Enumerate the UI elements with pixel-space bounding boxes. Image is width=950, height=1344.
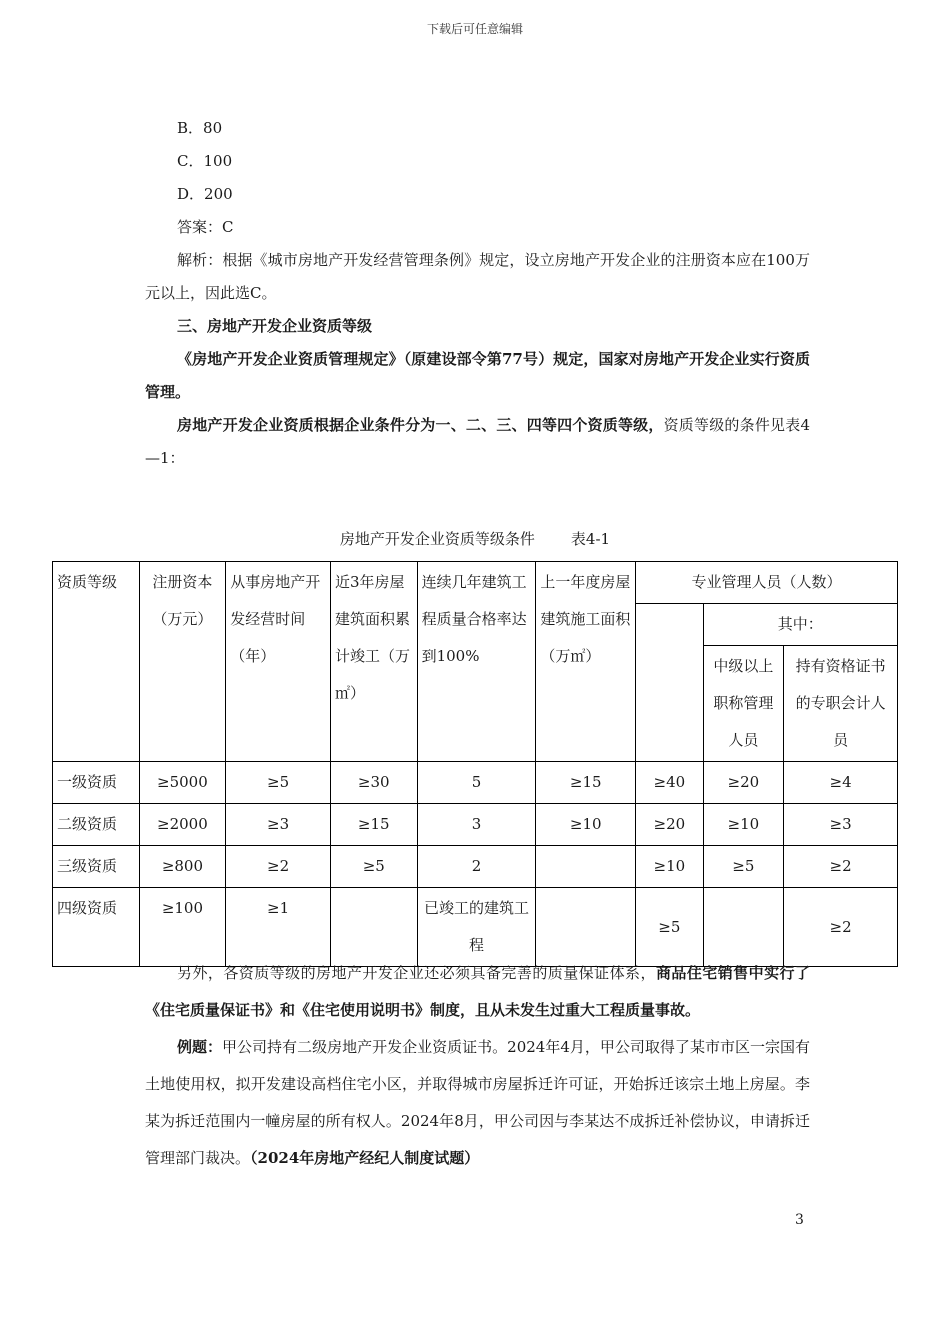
cell-quality: 5 <box>417 762 536 804</box>
header-capital: 注册资本（万元） <box>139 562 226 762</box>
cell-mid-title: ≥10 <box>703 804 784 846</box>
example-text: 甲公司持有二级房地产开发企业资质证书。2024年4月，甲公司取得了某市市区一宗国有土地使用权，拟开发建设高档住宅小区，并取得城市房屋拆迁许可证，开始拆迁该宗土地上房屋。李某为拆迁范围内一幢房屋的所有权人。2024年8月，甲公司因与李某达不成拆迁补偿协议，申请拆迁管理部门裁决。 <box>145 1038 810 1167</box>
page-number: 3 <box>795 1212 804 1228</box>
cell-staff: ≥5 <box>636 888 703 967</box>
grade-paragraph <box>145 409 810 475</box>
option-b: B．80 <box>177 119 223 137</box>
cell-mid-title: ≥5 <box>703 846 784 888</box>
header-staff: 专业管理人员（人数） <box>636 562 898 604</box>
header-grade: 资质等级 <box>53 562 140 762</box>
table-caption-title: 房地产开发企业资质等级条件 <box>339 530 535 548</box>
cell-grade: 三级资质 <box>53 846 140 888</box>
cell-capital: ≥2000 <box>139 804 226 846</box>
table-number: 表4-1 <box>570 530 611 548</box>
example-label: 例题： <box>177 1038 223 1056</box>
cell-staff: ≥20 <box>636 804 703 846</box>
table-row <box>53 846 898 888</box>
header-mid-title: 中级以上职称管理人员 <box>703 646 784 762</box>
header-staff-total <box>636 604 703 762</box>
cell-years: ≥1 <box>226 888 331 967</box>
table-caption <box>0 528 950 549</box>
header-lastyear: 上一年度房屋建筑施工面积（万㎡） <box>536 562 636 762</box>
table-header-row-1 <box>53 562 898 604</box>
cell-lastyear: ≥10 <box>536 804 636 846</box>
cell-quality: 已竣工的建筑工程 <box>417 888 536 967</box>
cell-accountant: ≥3 <box>784 804 898 846</box>
regulation-paragraph: 《房地产开发企业资质管理规定》（原建设部令第77号）规定，国家对房地产开发企业实行资质管理。 <box>145 350 810 401</box>
cell-quality: 3 <box>417 804 536 846</box>
cell-accountant: ≥2 <box>784 888 898 967</box>
cell-grade: 二级资质 <box>53 804 140 846</box>
table-row <box>53 762 898 804</box>
header-area3y: 近3年房屋建筑面积累计竣工（万㎡） <box>330 562 417 762</box>
cell-staff: ≥40 <box>636 762 703 804</box>
cell-accountant: ≥4 <box>784 762 898 804</box>
cell-mid-title: ≥20 <box>703 762 784 804</box>
grade-paragraph-bold: 房地产开发企业资质根据企业条件分为一、二、三、四等四个资质等级， <box>177 416 664 434</box>
cell-area3y: ≥15 <box>330 804 417 846</box>
cell-capital: ≥5000 <box>139 762 226 804</box>
table-row <box>53 804 898 846</box>
option-d: D．200 <box>177 185 233 203</box>
quality-paragraph-normal: 另外，各资质等级的房地产开发企业还必须具备完善的质量保证体系， <box>177 964 656 982</box>
cell-grade: 一级资质 <box>53 762 140 804</box>
quality-paragraph-bold: 商品住宅销售中实行了《住宅质量保证书》和《住宅使用说明书》制度，且从未发生过重大工程质量事故。 <box>145 964 810 1019</box>
example-source: （2024年房地产经纪人制度试题） <box>250 1149 480 1167</box>
cell-years: ≥3 <box>226 804 331 846</box>
cell-lastyear <box>536 846 636 888</box>
after-table-text <box>145 955 810 1177</box>
section-title: 三、房地产开发企业资质等级 <box>177 317 373 335</box>
cell-years: ≥2 <box>226 846 331 888</box>
cell-capital: ≥800 <box>139 846 226 888</box>
cell-capital: ≥100 <box>139 888 226 967</box>
option-c: C．100 <box>177 152 233 170</box>
body-text <box>145 112 810 475</box>
cell-lastyear: ≥15 <box>536 762 636 804</box>
cell-grade: 四级资质 <box>53 888 140 967</box>
answer: 答案：C <box>177 218 234 236</box>
example-paragraph <box>145 1029 810 1177</box>
header-years: 从事房地产开发经营时间（年） <box>226 562 331 762</box>
cell-staff: ≥10 <box>636 846 703 888</box>
header-accountant: 持有资格证书的专职会计人员 <box>784 646 898 762</box>
header-quality: 连续几年建筑工程质量合格率达到100% <box>417 562 536 762</box>
qualification-table <box>52 561 898 967</box>
analysis: 解析：根据《城市房地产开发经营管理条例》规定，设立房地产开发企业的注册资本应在100万元以上，因此选C。 <box>145 251 810 302</box>
grade-paragraph-rest: 资质等级的条件见表4—1： <box>145 416 810 467</box>
cell-accountant: ≥2 <box>784 846 898 888</box>
header-among: 其中： <box>703 604 897 646</box>
cell-area3y: ≥5 <box>330 846 417 888</box>
cell-years: ≥5 <box>226 762 331 804</box>
page-header: 下载后可任意编辑 <box>426 22 523 36</box>
quality-paragraph <box>145 955 810 1029</box>
cell-area3y: ≥30 <box>330 762 417 804</box>
cell-quality: 2 <box>417 846 536 888</box>
